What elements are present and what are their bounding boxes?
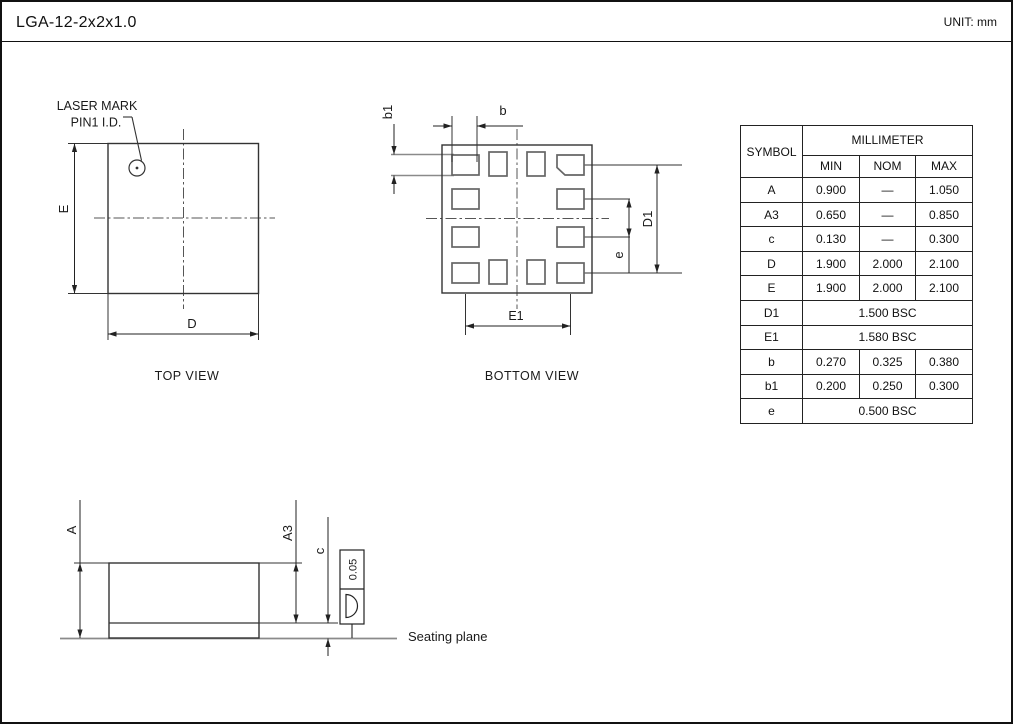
laser-mark-leader-line [132, 117, 142, 161]
max-cell: 0.380 [916, 350, 973, 375]
nom-cell: 0.250 [860, 374, 916, 399]
pad-row2-left [452, 189, 479, 209]
table-row [741, 227, 973, 252]
page-title: LGA-12-2x2x1.0 [16, 14, 137, 31]
min-cell: 0.270 [803, 350, 860, 375]
symbol-cell: e [741, 399, 803, 424]
pad-row4-col3 [527, 260, 545, 284]
symbol-cell: E [741, 276, 803, 301]
max-cell: 2.100 [916, 276, 973, 301]
max-cell: 0.300 [916, 374, 973, 399]
pad-row1-col4-pin1-chamfer [557, 155, 584, 175]
min-cell: 0.650 [803, 202, 860, 227]
pad-row1-col3 [527, 152, 545, 176]
symbol-cell: E1 [741, 325, 803, 350]
bottom-view [380, 103, 682, 383]
table-header-nom: NOM [860, 155, 916, 178]
pad-row3-left [452, 227, 479, 247]
max-cell: 0.850 [916, 202, 973, 227]
dim-label-D1: D1 [640, 210, 655, 228]
max-cell: 1.050 [916, 178, 973, 203]
bsc-cell: 1.580 BSC [803, 325, 973, 350]
unit-label: UNIT: mm [943, 15, 997, 29]
top-view-caption: TOP VIEW [154, 369, 220, 383]
dim-label-b1: b1 [380, 104, 395, 120]
pad-row2-right [557, 189, 584, 209]
seating-plane-label: Seating plane [408, 629, 488, 644]
nom-cell: — [860, 178, 916, 203]
symbol-cell: b [741, 350, 803, 375]
dimension-A3 [259, 500, 302, 623]
table-header-symbol: SYMBOL [741, 126, 803, 178]
bsc-cell: 0.500 BSC [803, 399, 973, 424]
nom-cell: 2.000 [860, 251, 916, 276]
table-row [741, 276, 973, 301]
dimension-D1 [640, 165, 660, 273]
dimension-b [433, 103, 523, 162]
table-row [741, 251, 973, 276]
side-view-package-outline [109, 563, 259, 638]
table-header-millimeter: MILLIMETER [803, 126, 973, 156]
pad-row3-right [557, 227, 584, 247]
nom-cell: 0.325 [860, 350, 916, 375]
pad-row1-col1 [452, 155, 479, 175]
dim-label-b: b [499, 103, 507, 118]
min-cell: 0.130 [803, 227, 860, 252]
min-cell: 0.900 [803, 178, 860, 203]
nom-cell: — [860, 202, 916, 227]
symbol-cell: A [741, 178, 803, 203]
table-row [741, 178, 973, 203]
dimension-e [611, 199, 632, 273]
bottom-view-caption: BOTTOM VIEW [484, 369, 580, 383]
pad-row4-col4 [557, 263, 584, 283]
min-cell: 1.900 [803, 251, 860, 276]
dimension-b1 [380, 105, 397, 194]
symbol-cell: D [741, 251, 803, 276]
side-view [60, 500, 488, 656]
min-cell: 0.200 [803, 374, 860, 399]
dim-label-c: c [312, 547, 327, 555]
max-cell: 2.100 [916, 251, 973, 276]
min-cell: 1.900 [803, 276, 860, 301]
table-row [741, 325, 973, 350]
symbol-cell: A3 [741, 202, 803, 227]
dim-label-D: D [187, 316, 197, 331]
nom-cell: — [860, 227, 916, 252]
dim-label-A3: A3 [280, 525, 295, 541]
pad-row4-col1 [452, 263, 479, 283]
dimension-E1 [466, 294, 571, 335]
table-row [741, 374, 973, 399]
table-row [741, 350, 973, 375]
bsc-cell: 1.500 BSC [803, 301, 973, 326]
pad-row1-col2 [489, 152, 507, 176]
dimension-c [259, 517, 338, 656]
dim-label-E: E [56, 204, 71, 214]
dim-label-e: e [611, 251, 626, 259]
dimension-table [740, 125, 973, 424]
laser-mark-callout-line2: PIN1 I.D. [70, 115, 122, 130]
flatness-tolerance-frame [340, 550, 364, 638]
table-row [741, 202, 973, 227]
table-row [741, 301, 973, 326]
pad-row4-col2 [489, 260, 507, 284]
max-cell: 0.300 [916, 227, 973, 252]
flatness-tolerance-value: 0.05 [347, 558, 360, 581]
dimension-A [64, 500, 109, 638]
symbol-cell: c [741, 227, 803, 252]
dim-label-A: A [64, 525, 79, 535]
laser-mark-dot [136, 167, 139, 170]
table-header-min: MIN [803, 155, 860, 178]
laser-mark-callout-line1: LASER MARK [56, 99, 138, 113]
table-header-max: MAX [916, 155, 973, 178]
symbol-cell: b1 [741, 374, 803, 399]
nom-cell: 2.000 [860, 276, 916, 301]
symbol-cell: D1 [741, 301, 803, 326]
table-row [741, 399, 973, 424]
dim-label-E1: E1 [508, 309, 524, 323]
top-view [56, 99, 275, 383]
